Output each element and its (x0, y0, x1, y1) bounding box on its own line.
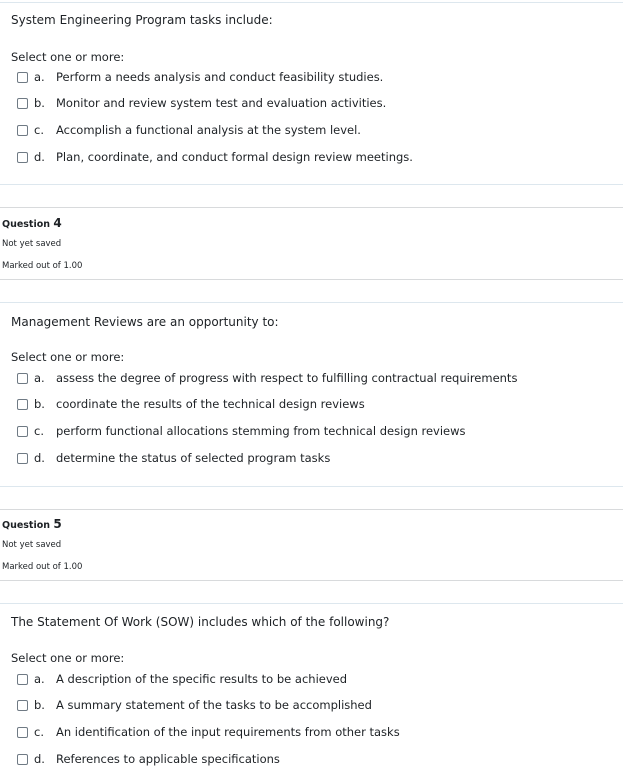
question-5-title (2, 517, 62, 531)
checkbox[interactable] (17, 453, 28, 464)
question-3-option-c[interactable] (17, 122, 361, 138)
option-letter: d. (34, 451, 45, 465)
question-5-option-c[interactable] (17, 724, 400, 740)
checkbox[interactable] (17, 399, 28, 410)
option-letter: c. (34, 123, 44, 137)
option-letter: c. (34, 725, 44, 739)
option-label: Monitor and review system test and evaluation activities. (56, 96, 387, 110)
option-label: References to applicable specifications (56, 752, 280, 766)
option-label: A summary statement of the tasks to be accomplished (56, 698, 372, 712)
checkbox[interactable] (17, 727, 28, 738)
option-letter: c. (34, 424, 44, 438)
checkbox[interactable] (17, 754, 28, 765)
checkbox[interactable] (17, 98, 28, 109)
option-letter: d. (34, 752, 45, 766)
divider (0, 603, 623, 604)
divider (0, 184, 623, 185)
divider (0, 580, 623, 581)
option-label: perform functional allocations stemming from technical design reviews (56, 424, 466, 438)
question-number: 5 (53, 517, 62, 531)
option-letter: b. (34, 397, 45, 411)
question-3-option-b[interactable] (17, 95, 386, 111)
question-4-marks: Marked out of 1.00 (2, 261, 83, 271)
question-3-text: System Engineering Program tasks include: (11, 13, 273, 27)
question-5-marks: Marked out of 1.00 (2, 562, 83, 572)
option-label: determine the status of selected program tasks (56, 451, 331, 465)
question-4-option-d[interactable] (17, 450, 330, 466)
option-letter: a. (34, 371, 45, 385)
checkbox[interactable] (17, 125, 28, 136)
option-label: An identification of the input requirements from other tasks (56, 725, 400, 739)
option-letter: a. (34, 672, 45, 686)
option-label: A description of the specific results to be achieved (56, 672, 348, 686)
question-5-option-b[interactable] (17, 697, 372, 713)
question-5-text: The Statement Of Work (SOW) includes which of the following? (11, 615, 390, 629)
question-5-status: Not yet saved (2, 540, 62, 550)
question-4-select-hint: Select one or more: (11, 350, 125, 364)
checkbox[interactable] (17, 72, 28, 83)
checkbox[interactable] (17, 426, 28, 437)
question-5-option-a[interactable] (17, 671, 347, 687)
divider (0, 302, 623, 303)
checkbox[interactable] (17, 674, 28, 685)
divider (0, 207, 623, 208)
option-letter: b. (34, 698, 45, 712)
divider (0, 2, 623, 3)
checkbox[interactable] (17, 700, 28, 711)
question-4-text: Management Reviews are an opportunity to: (11, 315, 279, 329)
question-number: 4 (53, 216, 62, 230)
divider (0, 279, 623, 280)
option-label: Accomplish a functional analysis at the system level. (56, 123, 361, 137)
question-4-option-a[interactable] (17, 370, 517, 386)
option-letter: b. (34, 96, 45, 110)
question-5-select-hint: Select one or more: (11, 651, 125, 665)
divider (0, 509, 623, 510)
question-3-option-a[interactable] (17, 69, 383, 85)
divider (0, 486, 623, 487)
question-4-title (2, 216, 62, 230)
question-5-option-d[interactable] (17, 751, 280, 767)
option-label: coordinate the results of the technical design reviews (56, 397, 365, 411)
question-3-option-d[interactable] (17, 149, 413, 165)
option-letter: d. (34, 150, 45, 164)
question-3-select-hint: Select one or more: (11, 50, 125, 64)
question-4-status: Not yet saved (2, 239, 62, 249)
checkbox[interactable] (17, 152, 28, 163)
option-label: Plan, coordinate, and conduct formal design review meetings. (56, 150, 413, 164)
option-letter: a. (34, 70, 45, 84)
question-4-option-b[interactable] (17, 396, 365, 412)
option-label: Perform a needs analysis and conduct feasibility studies. (56, 70, 384, 84)
option-label: assess the degree of progress with respect to fulfilling contractual requirements (56, 371, 518, 385)
question-4-option-c[interactable] (17, 423, 466, 439)
checkbox[interactable] (17, 373, 28, 384)
question-label: Question (2, 520, 51, 531)
question-label: Question (2, 219, 51, 230)
